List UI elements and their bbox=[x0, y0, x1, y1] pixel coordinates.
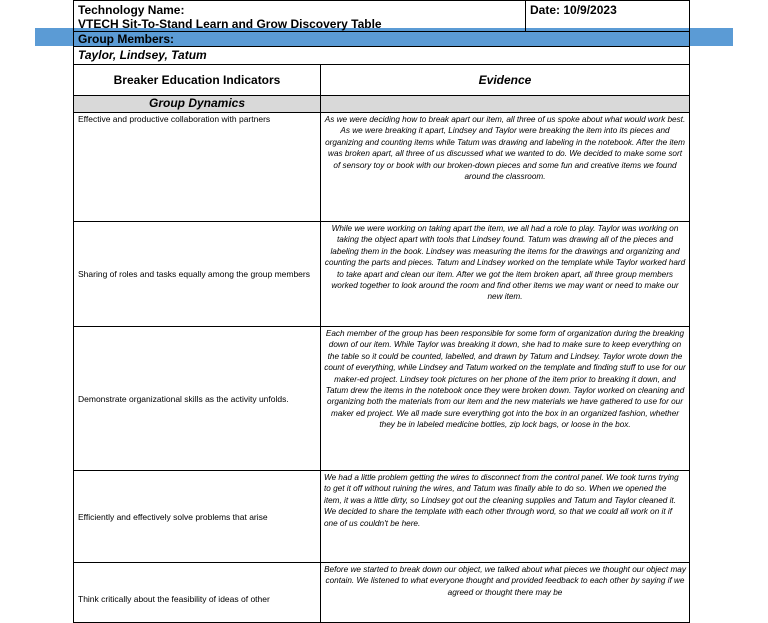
evidence-header: Evidence bbox=[321, 65, 690, 96]
section-row bbox=[74, 96, 690, 113]
indicator-text: Sharing of roles and tasks equally among the group members bbox=[74, 222, 321, 327]
date-text: Date: 10/9/2023 bbox=[530, 3, 617, 17]
indicator-row bbox=[74, 563, 690, 623]
evidence-text: Each member of the group has been responsible for some form of organization during the breaking down of our item. While Taylor was breaking it down, she had to make sure to keep everything on the table so it could be counted, labelled, and drawn by Tatum and Lindsey. Taylor wrote down the count of everything, while Lindsey and Tatum worked on the template and finding stuff to use for our maker-ed project. Lindsey took pictures on her phone of the item prior to breaking it down, and Tatum drew the items in the notebook once they were broken down. Taylor worked on cleaning and organizing both the materials from our item and the new materials we have gathered to use for our maker ed project. We all made sure everything got into the box in an organized fashion, whether they be in labeled medicine bottles, zip lock bags, or loose in the box. bbox=[321, 327, 690, 471]
section-title: Group Dynamics bbox=[74, 96, 321, 113]
indicator-text: Demonstrate organizational skills as the activity unfolds. bbox=[74, 327, 321, 471]
evidence-text: Before we started to break down our object, we talked about what pieces we thought our object may contain. We listened to what everyone thought and provided feedback to each other by saying if we agreed or thought there may be bbox=[321, 563, 690, 623]
indicator-row bbox=[74, 471, 690, 563]
indicator-text: Effective and productive collaboration with partners bbox=[74, 113, 321, 222]
evidence-text: As we were deciding how to break apart our item, all three of us spoke about what would work best. As we were breaking it apart, Lindsey and Taylor were breaking the item into its pieces and organizing and counting items while Tatum was drawing and labeling in the notebook. After the item was broken apart, all three of us discussed what we wanted to do. We decided to make some sort of sensory toy or book with our broken-down pieces and some fun and creative items we found around the classroom. bbox=[321, 113, 690, 222]
section-blank bbox=[321, 96, 690, 113]
group-names-row bbox=[74, 47, 690, 65]
technology-value: VTECH Sit-To-Stand Learn and Grow Discovery Table bbox=[78, 17, 382, 31]
group-members-row bbox=[74, 32, 690, 47]
technology-label: Technology Name: bbox=[78, 3, 185, 17]
indicator-row bbox=[74, 113, 690, 222]
evidence-text: While we were working on taking apart the item, we all had a role to play. Taylor was working on taking the object apart with tools that Lindsey found. Tatum was drawing all of the pieces and labeling them in the book. Lindsey was measuring the items for the drawings and organizing and counting the parts and pieces. Tatum and Lindsey worked on the template while Taylor worked hard to take apart and clean our item. After we got the item broken apart, all three group members worked together to look around the room and find other items we may want or need to make our new item. bbox=[321, 222, 690, 327]
group-names: Taylor, Lindsey, Tatum bbox=[74, 47, 690, 65]
banner-title: Breaker Education Activity Template bbox=[312, 3, 456, 13]
evidence-text: We had a little problem getting the wires to disconnect from the control panel. We took turns trying to get it off without ruining the wires, and Tatum was finally able to do so. When we opened the item, it was a little dirty, so Lindsey got out the cleaning supplies and Tatum and Taylor cleaned it. We decided to share the template with each other through word, so that we could all work on it if one of us couldn't be here. bbox=[321, 471, 690, 563]
indicator-row bbox=[74, 327, 690, 471]
group-label: Group Members: bbox=[74, 32, 690, 47]
indicators-header: Breaker Education Indicators bbox=[74, 65, 321, 96]
indicator-text: Think critically about the feasibility of ideas of other bbox=[74, 563, 321, 623]
indicator-text: Efficiently and effectively solve problems that arise bbox=[74, 471, 321, 563]
column-header-row bbox=[74, 65, 690, 96]
activity-table bbox=[73, 0, 690, 623]
indicator-row bbox=[74, 222, 690, 327]
